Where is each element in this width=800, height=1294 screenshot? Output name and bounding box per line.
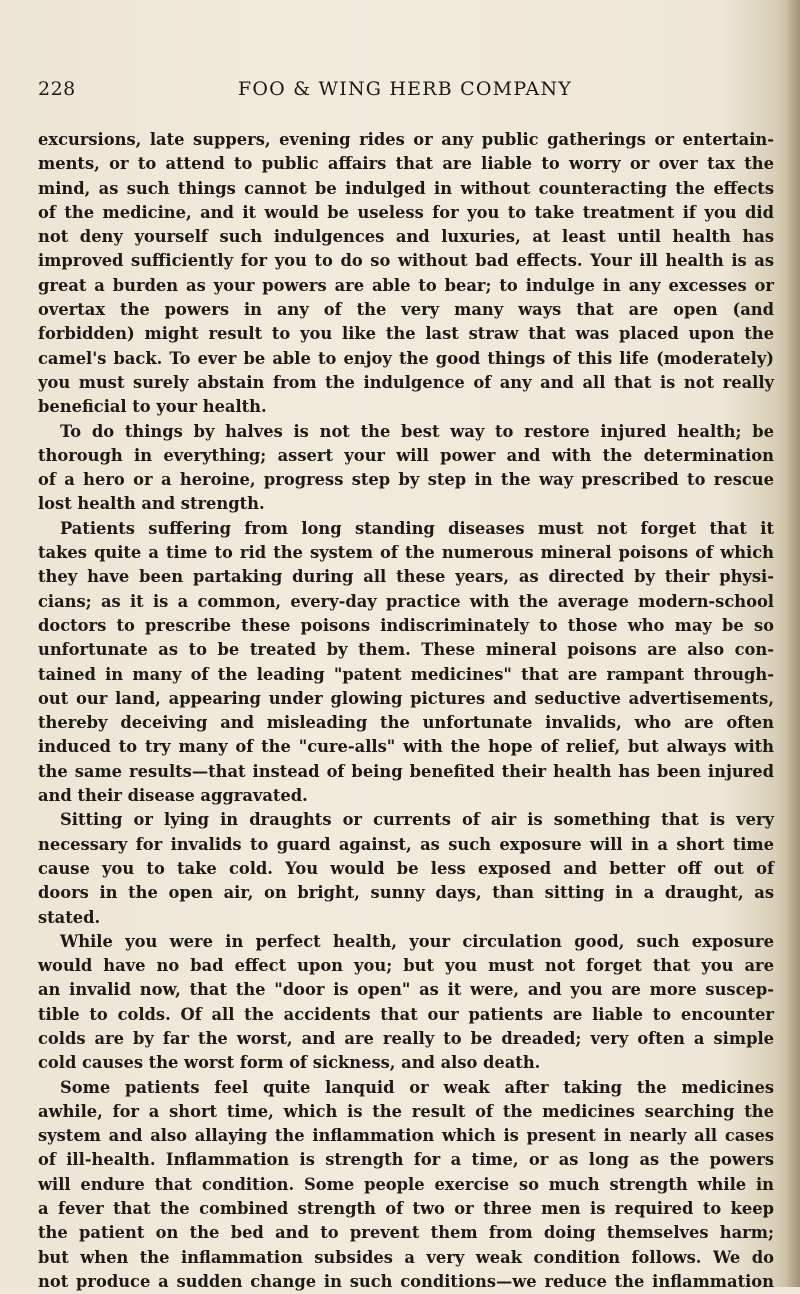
text-line: unfortunate as to be treated by them. These mineral poisons are also con- bbox=[38, 640, 774, 660]
text-line: out our land, appearing under glowing pictures and seductive advertisements, bbox=[38, 688, 774, 708]
running-head: FOO & WING HERB COMPANY bbox=[238, 78, 573, 100]
text-line: mind, as such things cannot be indulged in without counteracting the effects bbox=[38, 178, 774, 198]
body-text bbox=[38, 128, 774, 1294]
text-line: stated. bbox=[38, 907, 101, 927]
text-line: doors in the open air, on bright, sunny days, than sitting in a draught, as bbox=[38, 883, 774, 903]
text-line: the same results—that instead of being benefited their health has been injured bbox=[38, 761, 774, 781]
page-header bbox=[38, 78, 768, 102]
text-line: tible to colds. Of all the accidents that our patients are liable to encounter bbox=[38, 1004, 774, 1024]
text-line: necessary for invalids to guard against, as such exposure will in a short time bbox=[38, 834, 774, 854]
text-line: colds are by far the worst, and are really to be dreaded; very often a simple bbox=[38, 1028, 774, 1048]
text-line: induced to try many of the "cure-alls" with the hope of relief, but always with bbox=[38, 737, 774, 757]
text-line: overtax the powers in any of the very many ways that are open (and bbox=[38, 300, 774, 320]
text-line: doctors to prescribe these poisons indiscriminately to those who may be so bbox=[38, 615, 774, 635]
text-line: beneficial to your health. bbox=[38, 397, 267, 417]
text-line: excursions, late suppers, evening rides or any public gatherings or entertain- bbox=[38, 130, 774, 149]
text-line: awhile, for a short time, which is the result of the medicines searching the bbox=[38, 1101, 774, 1121]
text-line: of a hero or a heroine, progress step by step in the way prescribed to rescue bbox=[38, 470, 774, 490]
text-line: improved sufficiently for you to do so without bad effects. Your ill health is as bbox=[38, 251, 774, 271]
text-line: of ill-health. Inflammation is strength for a time, or as long as the powers bbox=[38, 1150, 774, 1170]
text-line: they have been partaking during all these years, as directed by their physi- bbox=[38, 567, 774, 587]
text-line: not deny yourself such indulgences and luxuries, at least until health has bbox=[38, 227, 774, 247]
text-line: an invalid now, that the "door is open" as it were, and you are more suscep- bbox=[38, 980, 774, 1000]
text-line: great a burden as your powers are able to bear; to indulge in any excesses or bbox=[38, 275, 774, 295]
text-line: the patient on the bed and to prevent them from doing themselves harm; bbox=[38, 1223, 774, 1243]
text-line: lost health and strength. bbox=[38, 494, 265, 514]
text-line: of the medicine, and it would be useless for you to take treatment if you did bbox=[38, 202, 774, 222]
text-line: Some patients feel quite lanquid or weak after taking the medicines bbox=[60, 1077, 774, 1097]
text-line: not produce a sudden change in such conditions—we reduce the inflammation bbox=[38, 1271, 774, 1291]
page-number: 228 bbox=[38, 78, 76, 100]
text-line: To do things by halves is not the best way to restore injured health; be bbox=[60, 421, 774, 441]
text-line: will endure that condition. Some people exercise so much strength while in bbox=[38, 1174, 774, 1194]
text-line: forbidden) might result to you like the last straw that was placed upon the bbox=[38, 324, 774, 344]
text-line: you must surely abstain from the indulgence of any and all that is not really bbox=[38, 372, 774, 392]
text-line: and their disease aggravated. bbox=[38, 786, 308, 806]
text-line: cians; as it is a common, every-day practice with the average modern-school bbox=[38, 591, 774, 611]
text-line: takes quite a time to rid the system of the numerous mineral poisons of which bbox=[38, 543, 774, 563]
page-edge-shadow bbox=[786, 0, 800, 1287]
text-line: a fever that the combined strength of two or three men is required to keep bbox=[38, 1199, 774, 1219]
text-line: cold causes the worst form of sickness, and also death. bbox=[38, 1053, 541, 1073]
text-line: Sitting or lying in draughts or currents of air is something that is very bbox=[60, 810, 774, 830]
text-line: tained in many of the leading "patent medicines" that are rampant through- bbox=[38, 664, 774, 684]
text-line: Patients suffering from long standing diseases must not forget that it bbox=[60, 518, 774, 538]
text-line: camel's back. To ever be able to enjoy the good things of this life (moderately) bbox=[38, 348, 774, 368]
text-line: cause you to take cold. You would be less exposed and better off out of bbox=[38, 858, 774, 878]
text-line: ments, or to attend to public affairs that are liable to worry or over tax the bbox=[38, 154, 774, 174]
text-line: would have no bad effect upon you; but you must not forget that you are bbox=[38, 956, 774, 976]
text-line: system and also allaying the inflammation which is present in nearly all cases bbox=[38, 1126, 774, 1146]
text-line: thorough in everything; assert your will power and with the determination bbox=[38, 445, 774, 465]
text-line: but when the inflammation subsides a very weak condition follows. We do bbox=[38, 1247, 774, 1267]
text-line: While you were in perfect health, your circulation good, such exposure bbox=[60, 931, 774, 951]
text-line: thereby deceiving and misleading the unfortunate invalids, who are often bbox=[38, 713, 774, 733]
